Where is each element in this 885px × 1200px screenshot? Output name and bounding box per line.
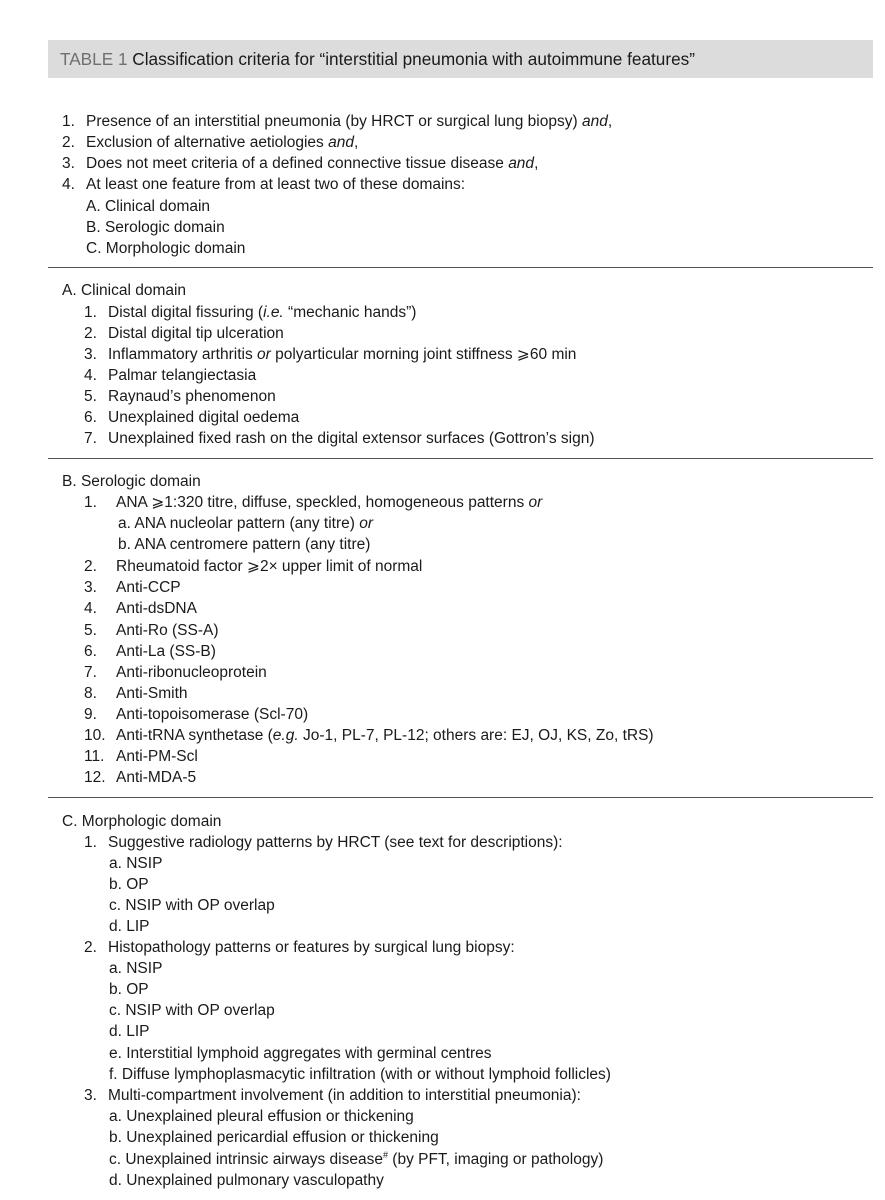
item-text: Anti-Ro (SS-A) bbox=[116, 622, 219, 639]
item-text: Unexplained fixed rash on the digital extensor surfaces (Gottron’s sign) bbox=[108, 430, 595, 447]
morphologic-subitem: b. Unexplained pericardial effusion or thickening bbox=[109, 1129, 439, 1146]
item-text: Rheumatoid factor ⩾2× upper limit of normal bbox=[116, 558, 423, 575]
table-label: TABLE 1 bbox=[60, 49, 128, 69]
list-number: 4. bbox=[84, 600, 97, 617]
criterion-punct: , bbox=[607, 113, 613, 130]
item-text: Suggestive radiology patterns by HRCT (see text for descriptions): bbox=[108, 834, 563, 851]
item-text: Anti-topoisomerase (Scl-70) bbox=[116, 706, 309, 723]
item-text: Unexplained digital oedema bbox=[108, 409, 300, 426]
morphologic-subitem: a. Unexplained pleural effusion or thickening bbox=[109, 1108, 414, 1125]
item-text: Distal digital tip ulceration bbox=[108, 325, 284, 342]
criterion-emphasis: and bbox=[581, 113, 608, 130]
serologic-domain-heading: B. Serologic domain bbox=[62, 473, 201, 490]
list-number: 2. bbox=[62, 134, 75, 151]
item-text: Anti-MDA-5 bbox=[116, 769, 197, 786]
list-number: 2. bbox=[84, 939, 97, 956]
serologic-subitem bbox=[118, 513, 373, 534]
item-text: “mechanic hands”) bbox=[283, 304, 417, 321]
item-text: Anti-ribonucleoprotein bbox=[116, 664, 267, 681]
list-number: 1. bbox=[62, 113, 75, 130]
item-text: Anti-CCP bbox=[116, 579, 181, 596]
list-number: 3. bbox=[62, 155, 75, 172]
list-number: 3. bbox=[84, 346, 97, 363]
criterion-text: At least one feature from at least two of these domains: bbox=[86, 176, 466, 193]
item-text: Palmar telangiectasia bbox=[108, 367, 257, 384]
morphologic-subitem: b. OP bbox=[109, 981, 149, 998]
item-text: a. ANA nucleolar pattern (any titre) bbox=[118, 515, 360, 532]
list-number: 6. bbox=[84, 643, 97, 660]
list-number: 6. bbox=[84, 409, 97, 426]
criterion-punct: , bbox=[534, 155, 539, 172]
item-emphasis: i.e. bbox=[263, 304, 284, 321]
criterion-text: Does not meet criteria of a defined connective tissue disease bbox=[86, 155, 509, 172]
footnote-marker: # bbox=[382, 1150, 388, 1160]
list-number: 1. bbox=[84, 494, 97, 511]
list-number: 5. bbox=[84, 388, 97, 405]
criterion-text: Presence of an interstitial pneumonia (by HRCT or surgical lung biopsy) bbox=[86, 113, 582, 130]
morphologic-subitem: d. LIP bbox=[109, 918, 150, 935]
list-number: 1. bbox=[84, 834, 97, 851]
morphologic-subitem: d. Unexplained pulmonary vasculopathy bbox=[109, 1172, 384, 1189]
item-text: Anti-tRNA synthetase ( bbox=[116, 727, 273, 744]
list-number: 12. bbox=[84, 769, 106, 786]
table-title-text: Classification criteria for “interstitial pneumonia with autoimmune features” bbox=[132, 49, 695, 69]
list-number: 10. bbox=[84, 727, 106, 744]
list-number: 11. bbox=[84, 748, 105, 765]
table-title-bar bbox=[48, 40, 873, 78]
list-number: 3. bbox=[84, 1087, 97, 1104]
morphologic-subitem: b. OP bbox=[109, 876, 149, 893]
serologic-subitem: b. ANA centromere pattern (any titre) bbox=[118, 536, 371, 553]
criterion-punct: , bbox=[354, 134, 359, 151]
criterion-emphasis: and bbox=[328, 134, 354, 151]
list-number: 3. bbox=[84, 579, 97, 596]
item-text: Distal digital fissuring ( bbox=[108, 304, 264, 321]
criterion-text: Exclusion of alternative aetiologies bbox=[86, 134, 329, 151]
item-text: Inflammatory arthritis bbox=[108, 346, 258, 363]
item-text: (by PFT, imaging or pathology) bbox=[387, 1151, 604, 1168]
item-text: Raynaud’s phenomenon bbox=[108, 388, 276, 405]
section-divider bbox=[48, 458, 873, 459]
list-number: 4. bbox=[62, 176, 75, 193]
morphologic-subitem bbox=[109, 1149, 603, 1170]
item-emphasis: e.g. bbox=[272, 727, 299, 744]
morphologic-subitem: e. Interstitial lymphoid aggregates with germinal centres bbox=[109, 1045, 492, 1062]
item-text: Anti-PM-Scl bbox=[116, 748, 198, 765]
domain-list-item: A. Clinical domain bbox=[86, 198, 211, 215]
morphologic-subitem: a. NSIP bbox=[109, 855, 163, 872]
morphologic-subitem: a. NSIP bbox=[109, 960, 163, 977]
list-number: 7. bbox=[84, 664, 97, 681]
list-number: 1. bbox=[84, 304, 97, 321]
section-divider bbox=[48, 267, 873, 268]
list-number: 4. bbox=[84, 367, 97, 384]
item-emphasis: or bbox=[257, 346, 271, 363]
list-number: 2. bbox=[84, 558, 97, 575]
item-text: Histopathology patterns or features by surgical lung biopsy: bbox=[108, 939, 515, 956]
item-text: polyarticular morning joint stiffness ⩾60 min bbox=[270, 346, 577, 363]
item-text: Anti-dsDNA bbox=[116, 600, 197, 617]
table-title bbox=[60, 49, 695, 70]
morphologic-subitem: c. NSIP with OP overlap bbox=[109, 1002, 275, 1019]
morphologic-subitem: f. Diffuse lymphoplasmacytic infiltration (with or without lymphoid follicles) bbox=[109, 1066, 611, 1083]
list-number: 9. bbox=[84, 706, 97, 723]
domain-list-item: C. Morphologic domain bbox=[86, 240, 246, 257]
morphologic-domain-heading: C. Morphologic domain bbox=[62, 813, 222, 830]
morphologic-subitem: d. LIP bbox=[109, 1023, 150, 1040]
item-text: c. Unexplained intrinsic airways disease bbox=[109, 1151, 383, 1168]
item-text: ANA ⩾1:320 titre, diffuse, speckled, homogeneous patterns bbox=[116, 494, 529, 511]
item-emphasis: or bbox=[359, 515, 374, 532]
item-text: Jo-1, PL-7, PL-12; others are: EJ, OJ, KS, Zo, tRS) bbox=[298, 727, 654, 744]
list-number: 5. bbox=[84, 622, 97, 639]
morphologic-subitem: c. NSIP with OP overlap bbox=[109, 897, 275, 914]
list-number: 2. bbox=[84, 325, 97, 342]
list-number: 7. bbox=[84, 430, 97, 447]
clinical-domain-heading: A. Clinical domain bbox=[62, 282, 187, 299]
item-text: Anti-Smith bbox=[116, 685, 188, 702]
domain-list-item: B. Serologic domain bbox=[86, 219, 225, 236]
criterion-emphasis: and bbox=[508, 155, 535, 172]
list-number: 8. bbox=[84, 685, 97, 702]
item-emphasis: or bbox=[528, 494, 543, 511]
section-divider bbox=[48, 797, 873, 798]
item-text: Multi-compartment involvement (in addition to interstitial pneumonia): bbox=[108, 1087, 581, 1104]
item-text: Anti-La (SS-B) bbox=[116, 643, 216, 660]
